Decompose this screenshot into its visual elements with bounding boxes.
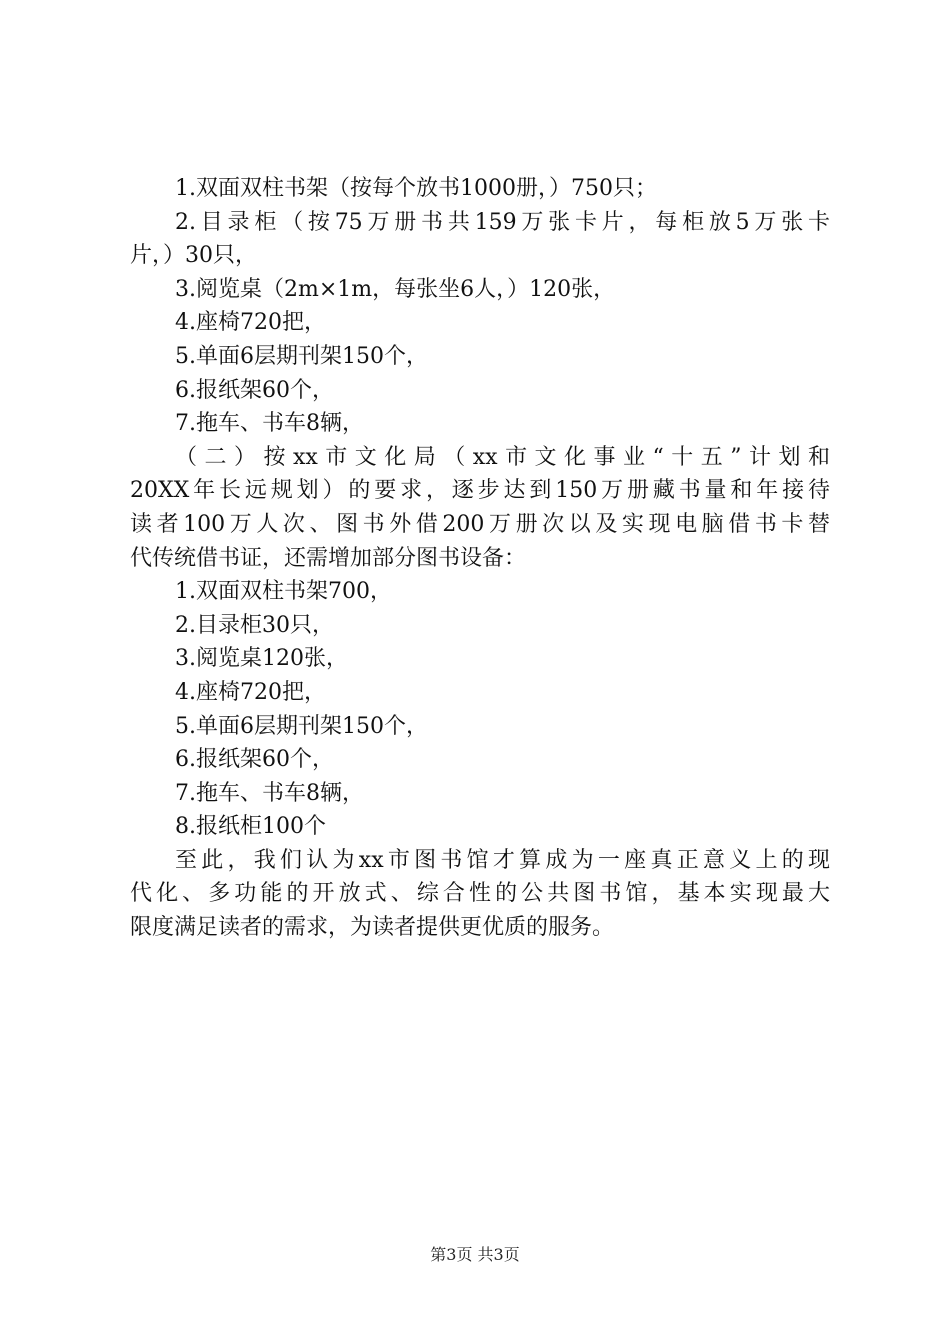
list-item: 6.报纸架60个， <box>175 377 334 403</box>
list-item: 2.目录柜30只， <box>175 612 334 638</box>
list-item: 3.阅览桌（2m×1m，每张坐6人，）120张， <box>175 276 616 302</box>
list-item: 1.双面双柱书架（按每个放书1000册，）750只； <box>175 176 657 201</box>
paragraph-line: 读者100万人次、图书外借200万册次以及实现电脑借书卡替 <box>130 511 830 537</box>
list-item: 8.报纸柜100个 <box>175 814 326 840</box>
list-item: 5.单面6层期刊架150个， <box>175 343 428 369</box>
list-item: 7.拖车、书车8辆， <box>175 411 364 437</box>
list-item-continuation: 片，）30只， <box>130 243 257 269</box>
list-item: 2.目录柜（按75万册书共159万张卡片，每柜放5万张卡 <box>175 209 830 235</box>
list-item: 4.座椅720把， <box>175 310 326 336</box>
document-body <box>130 172 830 945</box>
paragraph-line: 限度满足读者的需求，为读者提供更优质的服务。 <box>130 915 615 941</box>
list-item: 4.座椅720把， <box>175 679 326 705</box>
list-item: 1.双面双柱书架700， <box>175 579 392 605</box>
list-item: 5.单面6层期刊架150个， <box>175 713 428 739</box>
list-item: 6.报纸架60个， <box>175 747 334 773</box>
paragraph-line: 至此，我们认为xx市图书馆才算成为一座真正意义上的现 <box>175 847 830 873</box>
paragraph-line: 20XX年长远规划）的要求，逐步达到150万册藏书量和年接待 <box>130 478 830 504</box>
paragraph-line: 代传统借书证，还需增加部分图书设备： <box>130 545 527 571</box>
paragraph-line: （二）按xx市文化局（xx市文化事业“十五”计划和 <box>175 444 830 470</box>
page-number-footer: 第3页 共3页 <box>430 1245 520 1264</box>
list-item: 3.阅览桌120张， <box>175 646 348 672</box>
list-item: 7.拖车、书车8辆， <box>175 780 364 806</box>
paragraph-line: 代化、多功能的开放式、综合性的公共图书馆，基本实现最大 <box>130 881 830 907</box>
